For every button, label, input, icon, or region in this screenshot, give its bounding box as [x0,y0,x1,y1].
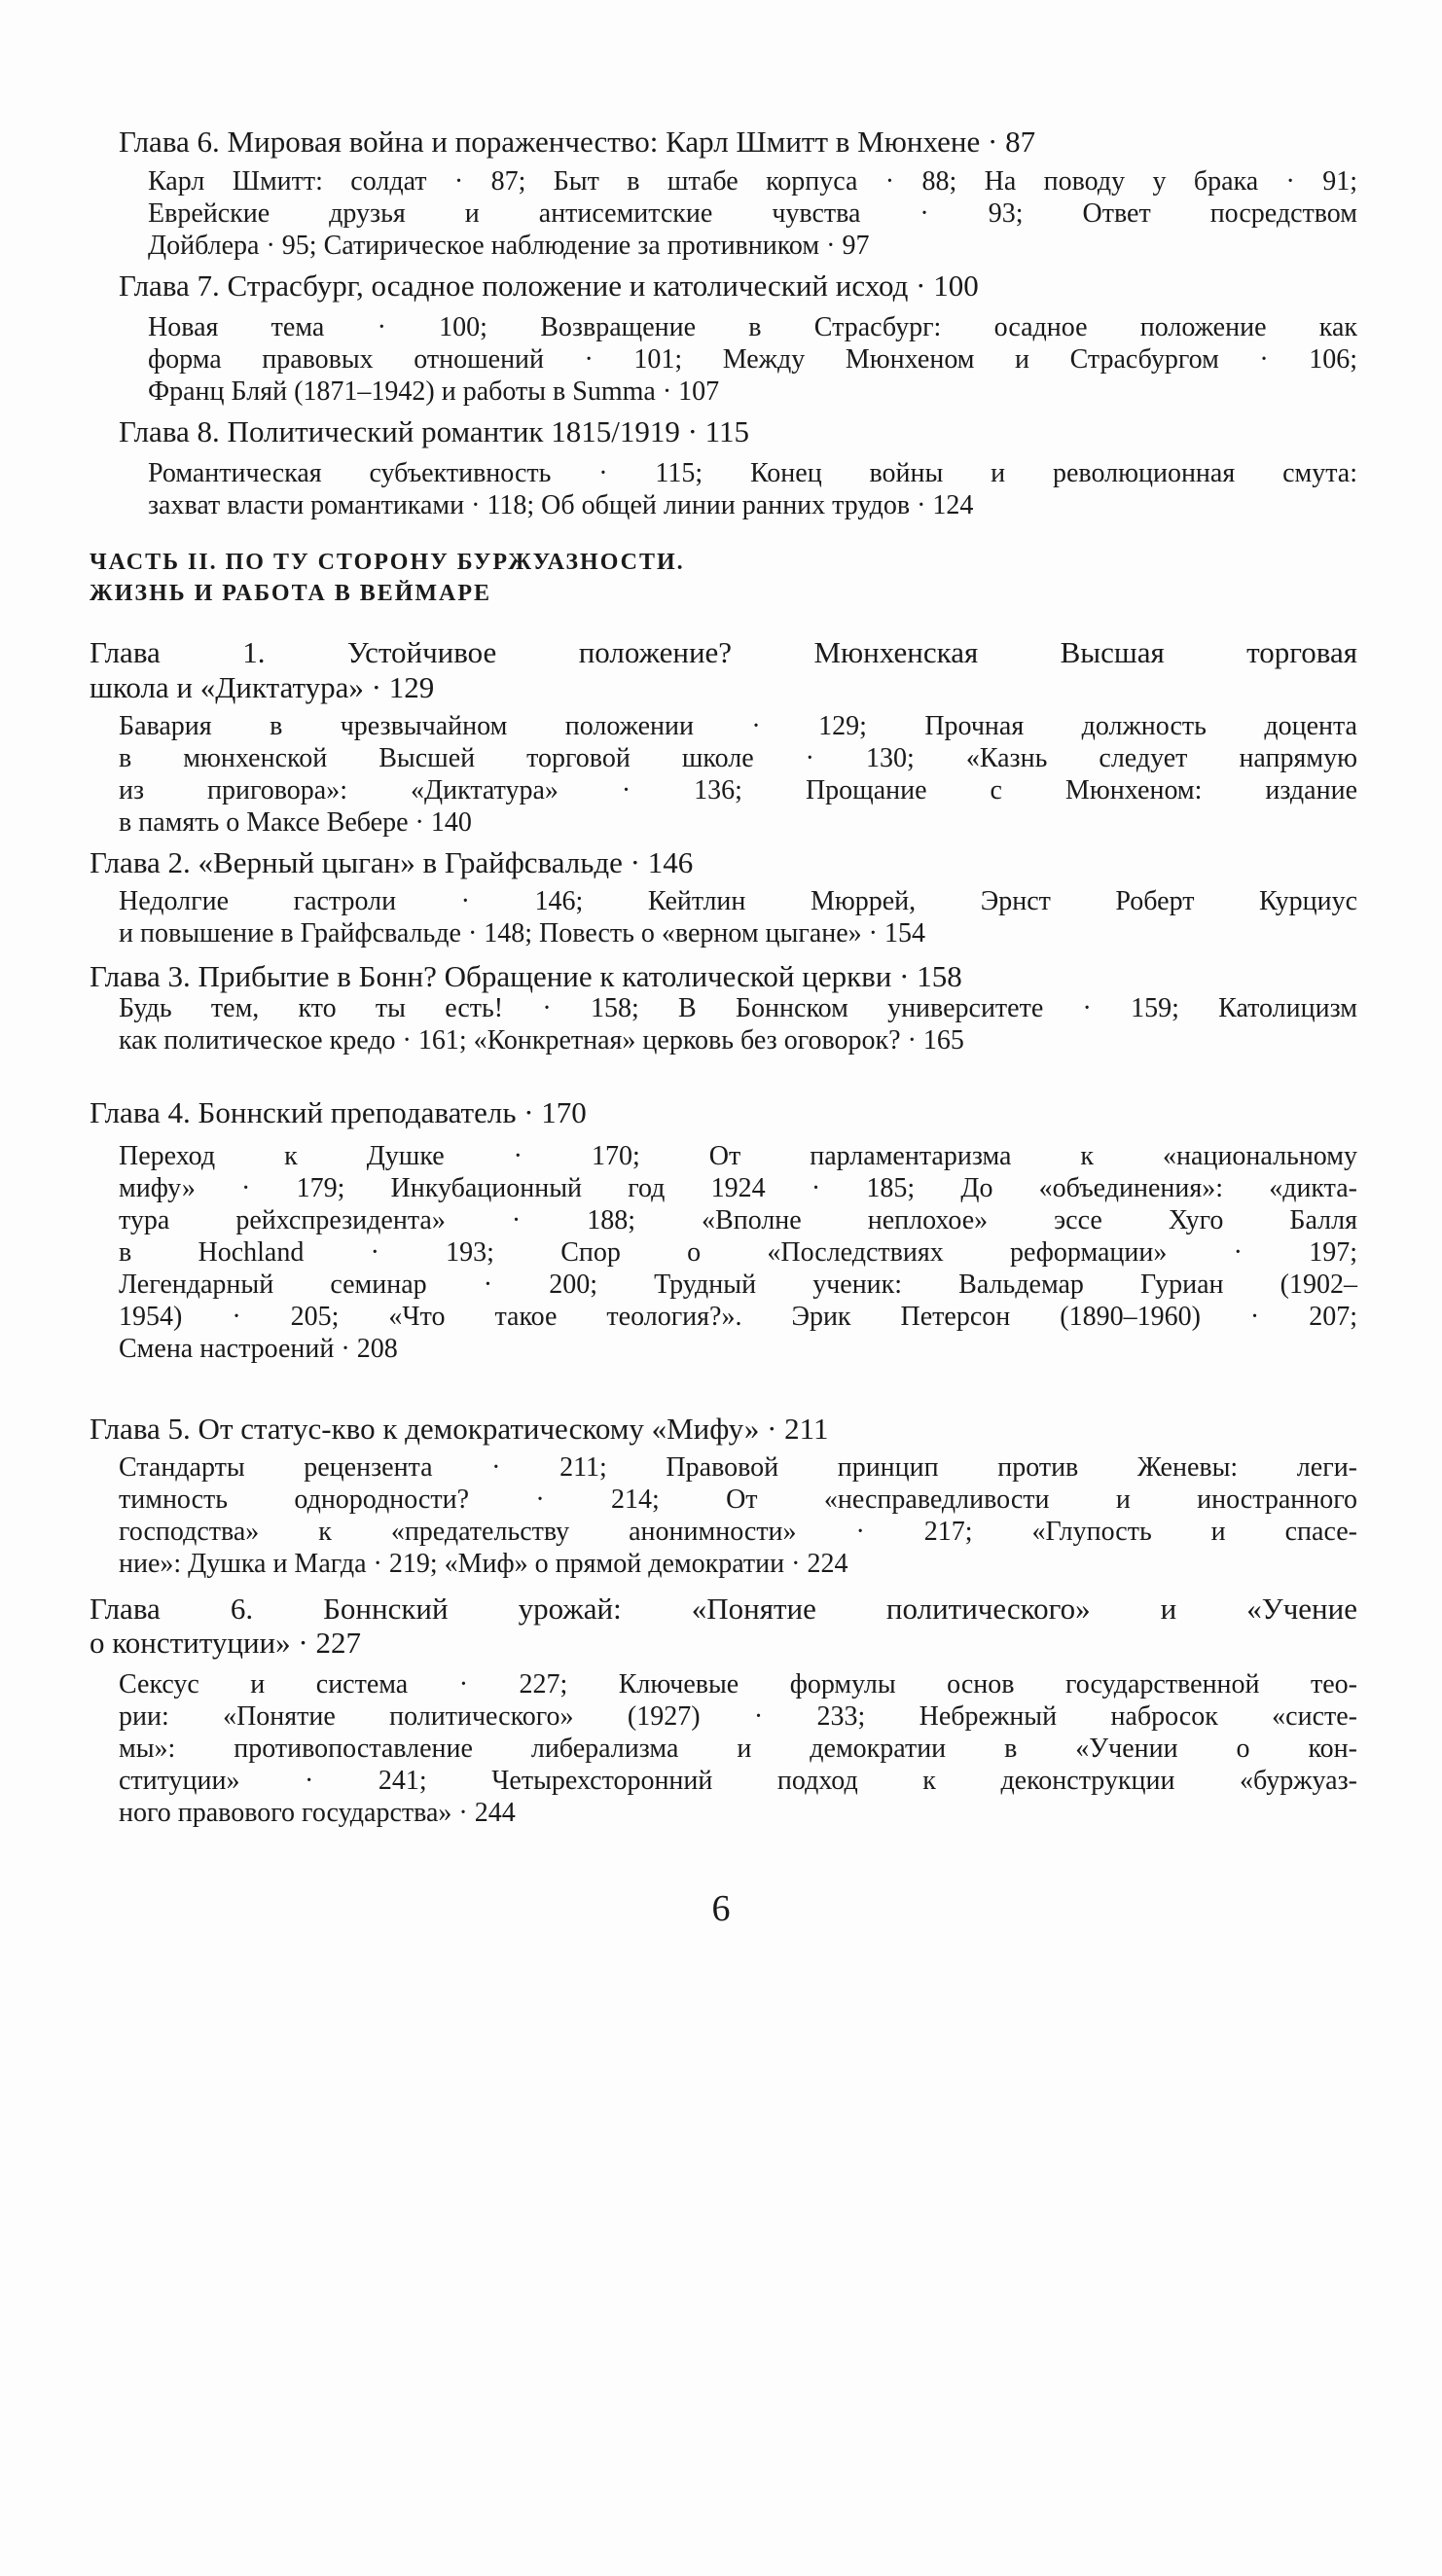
part-title: ЧАСТЬ II. ПО ТУ СТОРОНУ БУРЖУАЗНОСТИ. [90,550,685,575]
section-list-line: мы»: противопоставление либерализма и демократии в «Учении о кон- [119,1734,1357,1764]
chapter-title: Глава 1. Устойчивое положение? Мюнхенская Высшая торговая [90,635,1357,669]
chapter-title: Глава 2. «Верный цыган» в Грайфсвальде · 146 [90,845,694,879]
part-title: ЖИЗНЬ И РАБОТА В ВЕЙМАРЕ [90,581,492,606]
section-list-line: Романтическая субъективность · 115; Конец войны и революционная смута: [148,458,1357,488]
chapter-title: Глава 6. Боннский урожай: «Понятие политического» и «Учение [90,1592,1357,1626]
section-list-line: Новая тема · 100; Возвращение в Страсбург: осадное положение как [148,312,1357,342]
section-list-line: Дойблера · 95; Сатирическое наблюдение за противником · 97 [148,231,870,261]
section-list-line: Переход к Душке · 170; От парламентаризма к «национальному [119,1141,1357,1171]
section-list-line: тимность однородности? · 214; От «несправедливости и иностранного [119,1485,1357,1515]
page-number: 6 [711,1888,731,1929]
section-list-line: Франц Бляй (1871–1942) и работы в Summa · 107 [148,376,720,407]
section-list-line: ние»: Душка и Магда · 219; «Миф» о прямой демократии · 224 [119,1549,848,1579]
section-list-line: форма правовых отношений · 101; Между Мюнхеном и Страсбургом · 106; [148,344,1357,375]
section-list-line: Еврейские друзья и антисемитские чувства · 93; Ответ посредством [148,198,1357,229]
section-list-line: Сексус и система · 227; Ключевые формулы основ государственной тео- [119,1669,1357,1699]
section-list-line: тура рейхспрезидента» · 188; «Вполне неплохое» эссе Хуго Балля [119,1205,1357,1235]
section-list-line: в память о Максе Вебере · 140 [119,807,472,838]
section-list-line: из приговора»: «Диктатура» · 136; Прощание с Мюнхеном: издание [119,775,1357,805]
section-list-line: в мюнхенской Высшей торговой школе · 130; «Казнь следует напрямую [119,743,1357,773]
section-list-line: рии: «Понятие политического» (1927) · 233; Небрежный набросок «систе- [119,1701,1357,1732]
section-list-line: как политическое кредо · 161; «Конкретная» церковь без оговорок? · 165 [119,1025,964,1055]
section-list-line: 1954) · 205; «Что такое теология?». Эрик Петерсон (1890–1960) · 207; [119,1302,1357,1332]
chapter-title: о конституции» · 227 [90,1626,361,1660]
section-list-line: захват власти романтиками · 118; Об общей линии ранних трудов · 124 [148,490,974,520]
section-list-line: мифу» · 179; Инкубационный год 1924 · 185; До «объединения»: «дикта- [119,1173,1357,1203]
section-list-line: ного правового государства» · 244 [119,1798,516,1828]
chapter-title: Глава 3. Прибытие в Бонн? Обращение к католической церкви · 158 [90,959,962,993]
section-list-line: Смена настроений · 208 [119,1334,398,1364]
section-list-line: Легендарный семинар · 200; Трудный ученик: Вальдемар Гуриан (1902– [119,1270,1357,1300]
chapter-title: Глава 6. Мировая война и пораженчество: Карл Шмитт в Мюнхене · 87 [119,125,1036,159]
chapter-title: Глава 7. Страсбург, осадное положение и католический исход · 100 [119,268,979,303]
chapter-title: школа и «Диктатура» · 129 [90,670,435,704]
section-list-line: Стандарты рецензента · 211; Правовой принцип против Женевы: леги- [119,1452,1357,1483]
section-list-line: Карл Шмитт: солдат · 87; Быт в штабе корпуса · 88; На поводу у брака · 91; [148,166,1357,197]
section-list-line: в Hochland · 193; Спор о «Последствиях реформации» · 197; [119,1237,1357,1268]
section-list-line: господства» к «предательству анонимности» · 217; «Глупость и спасе- [119,1517,1357,1547]
chapter-title: Глава 5. От статус-кво к демократическому «Мифу» · 211 [90,1412,829,1446]
section-list-line: ституции» · 241; Четырехсторонний подход к деконструкции «буржуаз- [119,1766,1357,1796]
section-list-line: Будь тем, кто ты есть! · 158; В Боннском университете · 159; Католицизм [119,993,1357,1023]
chapter-title: Глава 4. Боннский преподаватель · 170 [90,1095,587,1129]
section-list-line: и повышение в Грайфсвальде · 148; Повесть о «верном цыгане» · 154 [119,918,925,948]
section-list-line: Недолгие гастроли · 146; Кейтлин Мюррей, Эрнст Роберт Курциус [119,886,1357,916]
chapter-title: Глава 8. Политический романтик 1815/1919 · 115 [119,414,750,448]
section-list-line: Бавария в чрезвычайном положении · 129; Прочная должность доцента [119,711,1357,741]
